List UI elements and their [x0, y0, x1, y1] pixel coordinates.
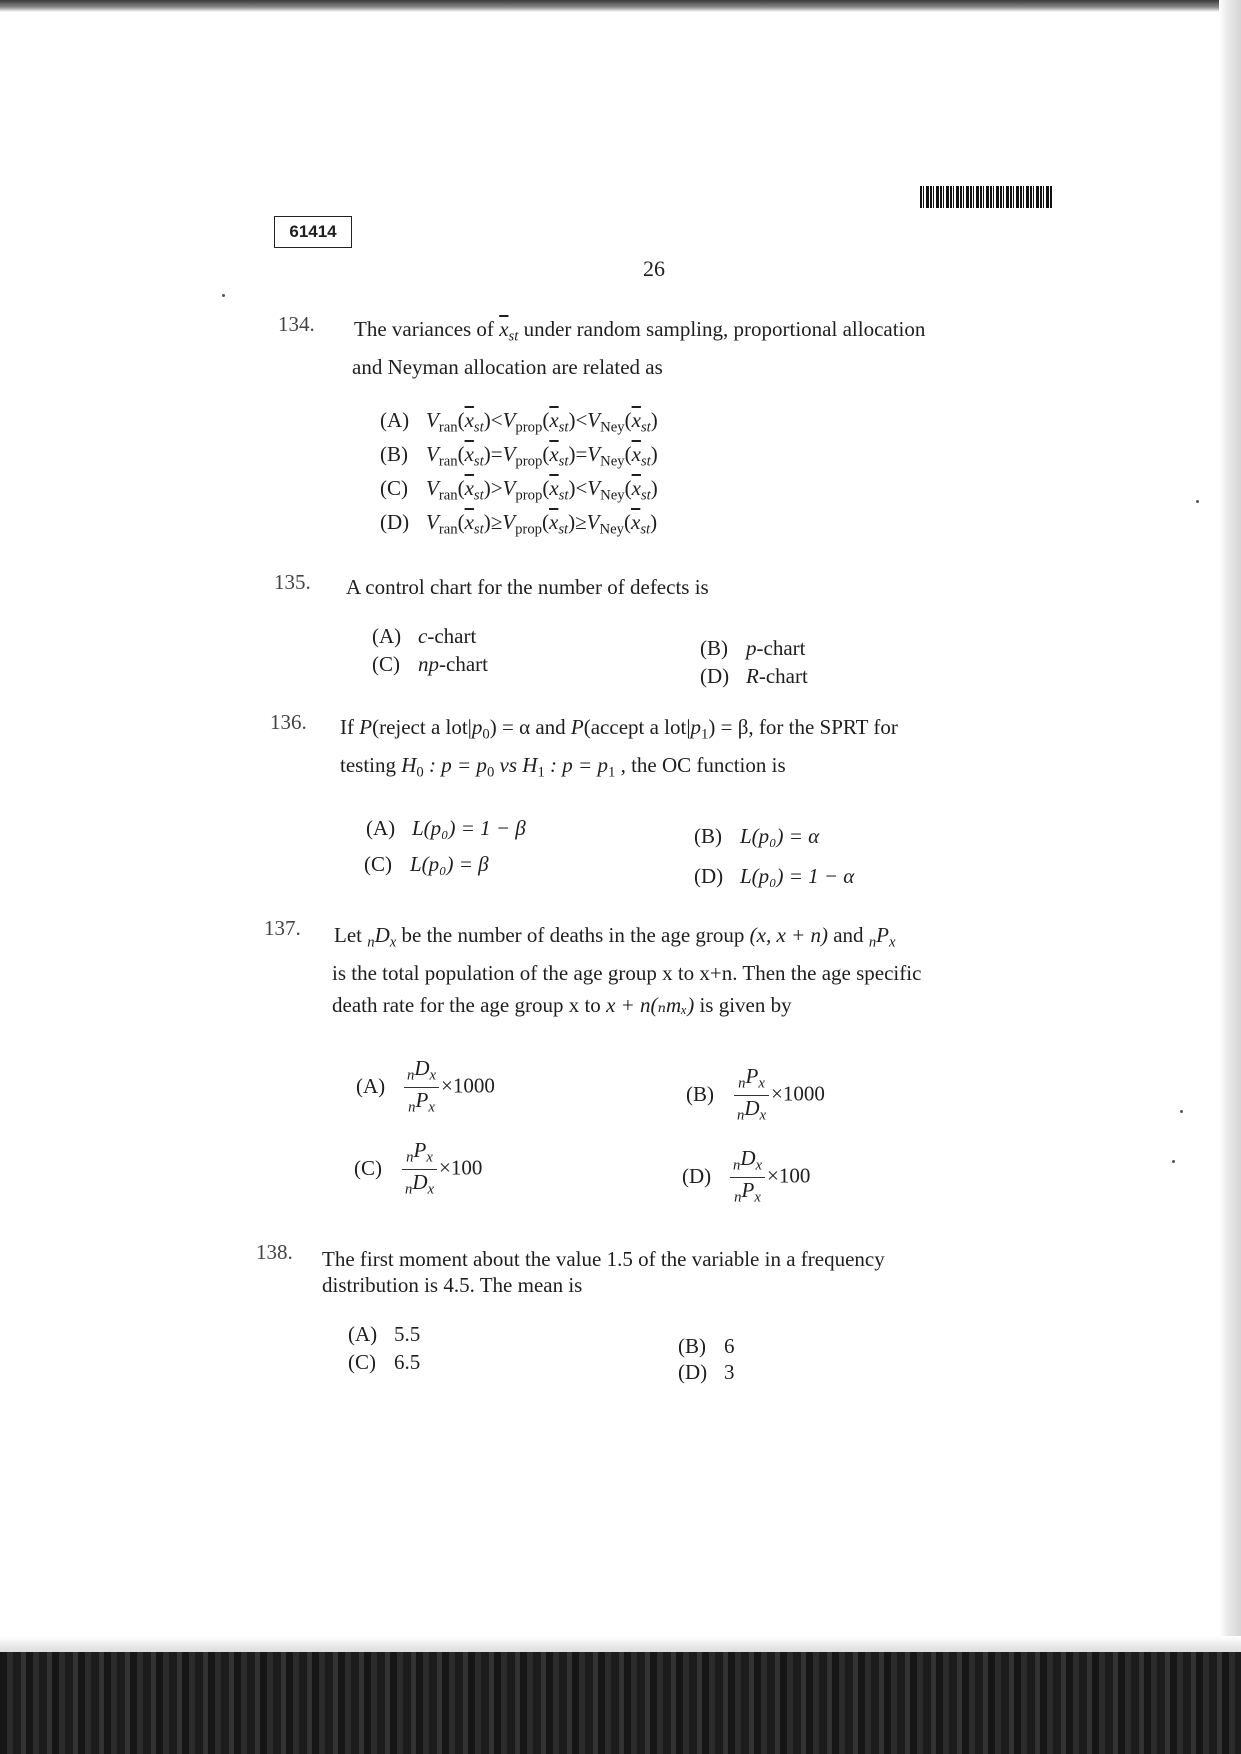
question-number: 138.: [256, 1240, 293, 1264]
option-c: (C) 6.5: [348, 1350, 421, 1374]
option-c: (C) $\frac{_nP_x}{_nD_x}$ ×100: [354, 1138, 483, 1198]
option-c: (C) $V_{ran}(\overline{x}_{st})>V_{prop}(\overline{x}_{st})<V_{Ney}(\overline{x}_{st})$: [380, 476, 658, 504]
option-a: (A) c-chart: [372, 624, 477, 648]
question-text-line: If P(reject a $lot|p_0) = \alpha$ and P(accept a $lot|p_1) = \beta$, for the SPRT for: [340, 715, 898, 743]
question-text-line: is the total population of the age group x to x+n. Then the age specific: [332, 961, 922, 985]
option-b: (B) 6: [678, 1334, 735, 1358]
option-d: (D) $V_{ran}(\overline{x}_{st})\ge V_{prop}(\overline{x}_{st})\ge V_{Ney}(\overline{x}_{st})$: [380, 510, 658, 538]
option-b: (B) p-chart: [700, 636, 806, 660]
option-a: (A) $\frac{_nD_x}{_nP_x}$ ×1000: [356, 1056, 495, 1116]
question-text-line: and Neyman allocation are related as: [352, 355, 663, 379]
option-a: (A) $V_{ran}(\overline{x}_{st})<V_{prop}(\overline{x}_{st})<V_{Ney}(\overline{x}_{st})$: [380, 408, 658, 436]
scan-speck: [1196, 500, 1199, 503]
question-text-line: distribution is 4.5. The mean is: [322, 1273, 583, 1297]
question-text-line: testing $H_0$ : $p = p_0$ vs $H_1$ : $p = p_1$ , the OC function is: [340, 753, 786, 781]
option-a: (A) 5.5: [348, 1322, 421, 1346]
option-b: (B) $V_{ran}(\overline{x}_{st})=V_{prop}(\overline{x}_{st})=V_{Ney}(\overline{x}_{st})$: [380, 442, 658, 470]
page-number: 26: [643, 256, 665, 281]
question-text-line: death rate for the age group x to x + n(ₙmₓ) is given by: [332, 993, 792, 1017]
option-c: (C) L(p₀) = β: [364, 852, 489, 876]
option-d: (D) 3: [678, 1360, 735, 1384]
option-d: (D) R-chart: [700, 664, 808, 688]
question-text-line: A control chart for the number of defects is: [346, 575, 709, 599]
question-number: 134.: [278, 312, 315, 336]
option-a: (A) L(p₀) = 1 − β: [366, 816, 526, 840]
option-b: (B) $\frac{_nP_x}{_nD_x}$ ×1000: [686, 1064, 825, 1124]
question-number: 137.: [264, 916, 301, 940]
question-text-line: The variances of $\overline{x}_{st}$ under random sampling, proportional allocation: [354, 317, 926, 345]
option-c: (C) np-chart: [372, 652, 488, 676]
paper-code: 61414: [274, 216, 352, 248]
scan-speck: [1180, 1110, 1183, 1113]
question-number: 135.: [274, 570, 311, 594]
option-b: (B) L(p₀) = α: [694, 824, 820, 848]
scan-speck: [222, 294, 225, 297]
question-text-line: The first moment about the value 1.5 of the variable in a frequency: [322, 1247, 885, 1271]
option-d: (D) L(p₀) = 1 − α: [694, 864, 855, 888]
question-number: 136.: [270, 710, 307, 734]
option-d: (D) $\frac{_nD_x}{_nP_x}$ ×100: [682, 1146, 811, 1206]
question-text-line: Let $_nD_x$ be the number of deaths in the age group (x, x + n) and $_nP_x$: [334, 923, 896, 951]
scan-top-edge: [0, 0, 1241, 12]
barcode: [920, 186, 1052, 208]
scan-right-edge: [1219, 0, 1241, 1754]
scan-speck: [1172, 1160, 1175, 1163]
scan-bottom-edge: [0, 1652, 1241, 1754]
